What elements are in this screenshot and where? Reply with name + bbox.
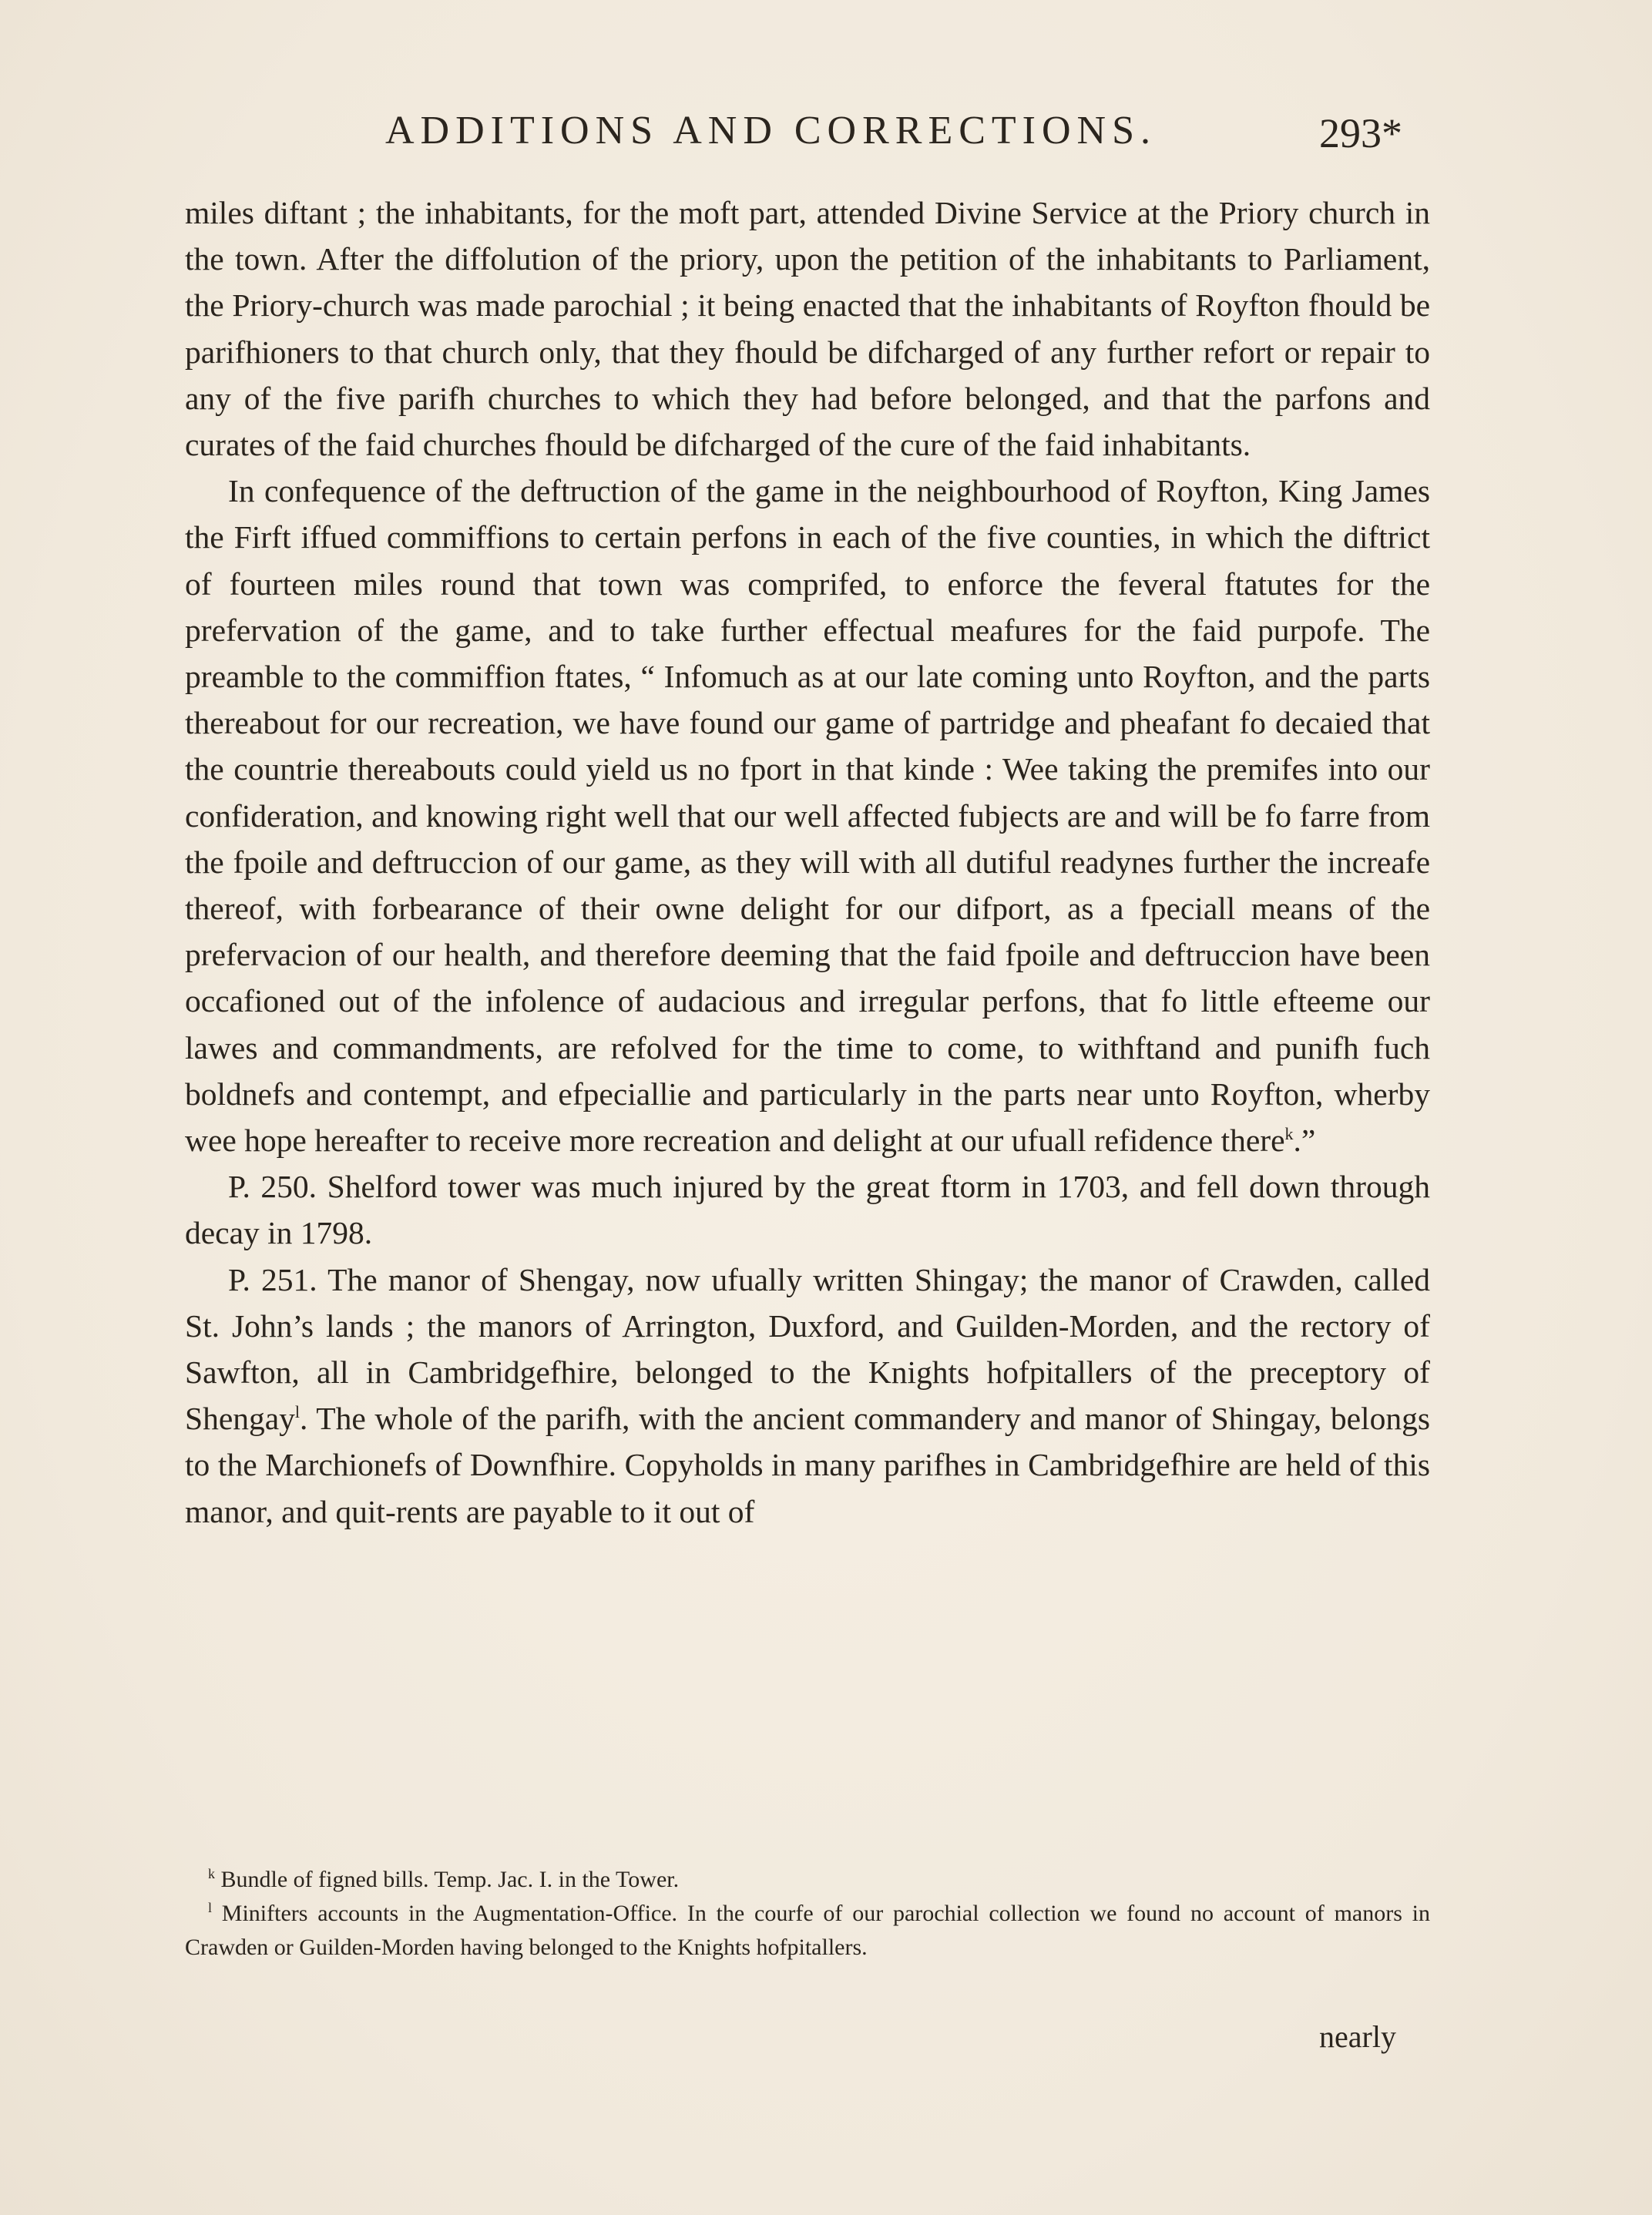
paragraph-game-commission <box>185 468 1430 1163</box>
footnote-ref-l: l <box>294 1402 301 1422</box>
paragraph-shengay <box>185 1257 1430 1535</box>
footnotes <box>185 1863 1430 1965</box>
paragraph-3-text: P. 250. Shelford tower was much injured by the great ftorm in 1703, and fell down through decay in 1798. <box>185 1169 1430 1251</box>
footnote-ref-k: k <box>1284 1124 1294 1144</box>
paragraph-1-text: miles diftant ; the inhabitants, for the moft part, attended Divine Service at the Priory church in the town. After the diffolution of the priory, upon the petition of the inhabitants to Parliament, the Priory-church was made parochial ; it being enacted that the inhabitants of Royfton fhould be parifhioners to that church only, that they fhould be difcharged of any further refort or repair to any of the five parifh churches to which they had before belonged, and that the parfons and curates of the faid churches fhould be difcharged of the cure of the faid inhabitants. <box>185 195 1430 463</box>
footnote-marker-k: k <box>208 1866 215 1881</box>
paragraph-shelford <box>185 1163 1430 1256</box>
paragraph-2-end: .” <box>1293 1123 1316 1159</box>
paragraph-2-text: In confequence of the deftruction of the game in the neighbourhood of Royfton, King James the Firft iffued commiffions to certain perfons in each of the five counties, in which the diftrict of fourteen miles round that town was comprifed, to enforce the feveral ftatutes for the prefervation of the game, and to take further effectual meafures for the faid purpofe. The preamble to the commiffion ftates, “ Infomuch as at our late coming unto Royfton, and the parts thereabout for our recreation, we have found our game of partridge and pheafant fo decaied that the countrie thereabouts could yield us no fport in that kinde : Wee taking the premifes into our confideration, and knowing right well that our well affected fubjects are and will be fo farre from the fpoile and deftruccion of our game, as they will with all dutiful readynes further the increafe thereof, with forbearance of their owne delight for our difport, as a fpeciall means of the prefervacion of our health, and therefore deeming that the faid fpoile and deftruccion have been occafioned out of the infolence of audacious and irregular perfons, that fo little efteeme our lawes and commandments, are refolved for the time to come, to withftand and punifh fuch boldnefs and contempt, and efpeciallie and particularly in the parts near unto Royfton, wherby wee hope hereafter to receive more recreation and delight at our ufuall refidence there <box>185 473 1430 1159</box>
footnote-marker-l: l <box>208 1900 213 1915</box>
body-text <box>185 190 1430 1535</box>
catchword: nearly <box>1319 2019 1396 2054</box>
paragraph-4-text: P. 251. The manor of Shengay, now ufually written Shingay; the manor of Crawden, called St. John’s lands ; the manors of Arrington, Duxford, and Guilden-Morden, and the rectory of Sawfton, all in Cambridgefhire, belonged to the Knights hofpitallers of the preceptory of Shengay <box>185 1261 1430 1437</box>
footnote-l-text: Minifters accounts in the Augmentation-Office. In the courfe of our parochial collection we found no account of manors in Crawden or Guilden-Morden having belonged to the Knights hofpitallers. <box>185 1901 1430 1960</box>
paragraph-continuation <box>185 190 1430 468</box>
running-head: ADDITIONS AND CORRECTIONS. <box>385 109 1157 153</box>
footnote-k <box>185 1863 1430 1897</box>
footnote-l <box>185 1897 1430 1965</box>
footnote-k-text: Bundle of figned bills. Temp. Jac. I. in the Tower. <box>220 1867 680 1892</box>
page-number: 293* <box>1319 110 1402 156</box>
paragraph-4-end: . The whole of the parifh, with the ancient commandery and manor of Shingay, belongs to the Marchionefs of Downfhire. Copyholds in many parifhes in Cambridgefhire are held of this manor, and quit-rents are payable to it out of <box>185 1401 1430 1529</box>
